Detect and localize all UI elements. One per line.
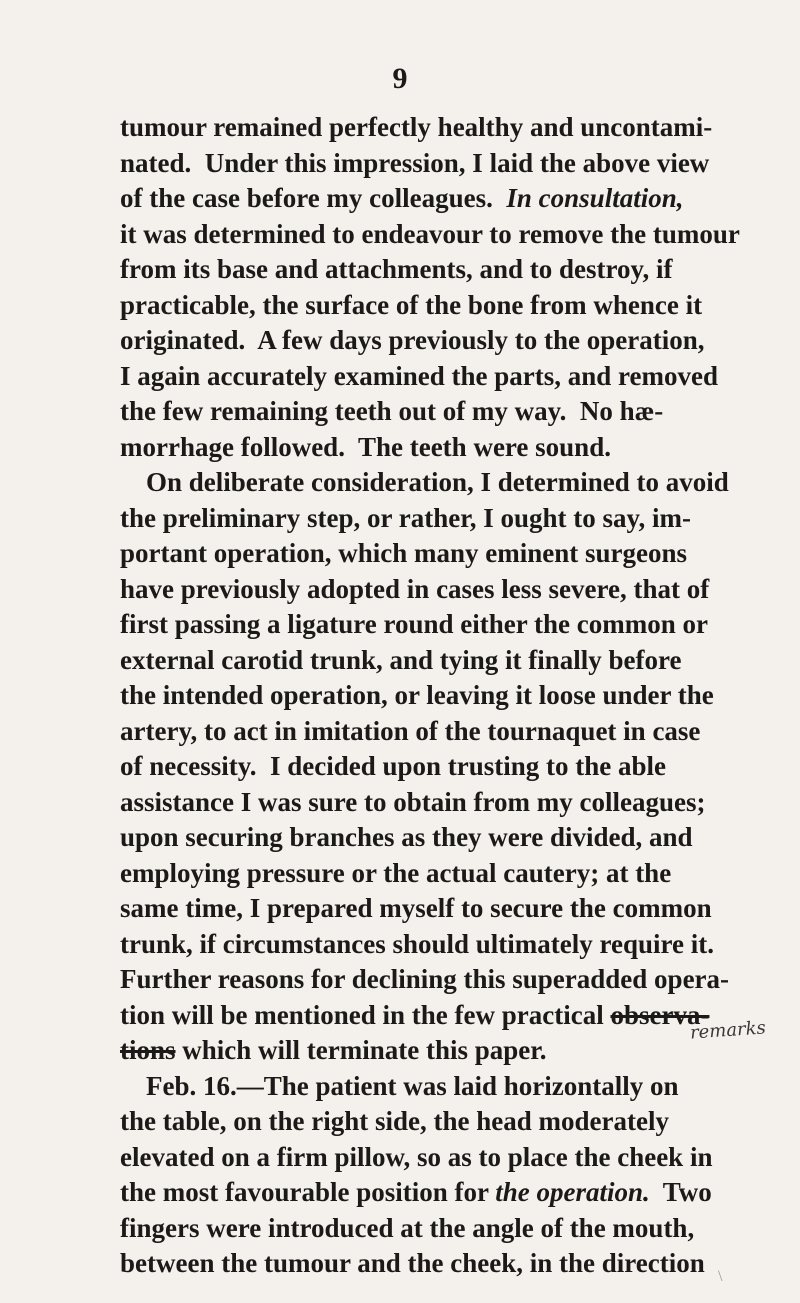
text-segment: Feb. 16.—The patient was laid horizontally on (146, 1070, 679, 1101)
text-line (120, 536, 710, 572)
text-segment: elevated on a firm pillow, so as to place the cheek in (120, 1141, 713, 1172)
text-segment: employing pressure or the actual cautery; at the (120, 857, 672, 888)
text-segment: trunk, if circumstances should ultimately require it. (120, 928, 714, 959)
text-line (120, 820, 710, 856)
text-segment: nated. Under this impression, I laid the above view (120, 147, 710, 178)
text-segment: same time, I prepared myself to secure the common (120, 893, 712, 923)
text-line (120, 217, 740, 253)
text-segment: the most favourable position for (120, 1177, 496, 1207)
struck-text: observa- (610, 999, 710, 1030)
text-line (120, 927, 714, 963)
text-segment: upon securing branches as they were divided, and (120, 822, 693, 852)
handwritten-margin-note: remarks (689, 1017, 767, 1044)
text-segment: I again accurately examined the parts, and removed (120, 360, 718, 391)
text-line (120, 856, 710, 892)
italic-text: In consultation, (506, 183, 684, 213)
text-segment: originated. A few days previously to the operation, (120, 325, 705, 355)
text-line (120, 714, 710, 750)
text-line (120, 394, 710, 430)
text-line (120, 1175, 710, 1211)
text-segment: have previously adopted in cases less severe, that of (120, 573, 710, 604)
text-line (120, 749, 710, 785)
text-segment: practicable, the surface of the bone from whence it (120, 289, 703, 320)
text-segment: Further reasons for declining this superadded opera- (120, 964, 730, 994)
text-line (120, 1246, 710, 1282)
text-line (120, 572, 710, 608)
text-line (120, 998, 710, 1034)
text-line (120, 1033, 710, 1069)
text-line (120, 1140, 713, 1176)
text-segment: which will terminate this paper. (175, 1035, 547, 1065)
text-line (120, 785, 713, 821)
text-segment: of necessity. I decided upon trusting to the able (120, 751, 667, 781)
page-number: 9 (392, 62, 408, 95)
text-segment: the few remaining teeth out of my way. No hæ- (120, 396, 664, 426)
text-line (120, 678, 714, 714)
text-segment: external carotid trunk, and tying it finally before (120, 644, 682, 675)
text-segment: Two (649, 1177, 712, 1207)
text-line (120, 501, 710, 537)
text-line (120, 465, 729, 501)
italic-text: the operation. (495, 1177, 650, 1207)
text-line (120, 962, 730, 998)
text-line (120, 643, 710, 679)
text-line (120, 607, 710, 643)
text-segment: On deliberate consideration, I determined to avoid (146, 467, 729, 497)
text-segment: the intended operation, or leaving it loose under the (120, 680, 714, 710)
text-segment: tion will be mentioned in the few practical (120, 999, 611, 1030)
text-line (120, 1104, 710, 1140)
text-segment: of the case before my colleagues. (120, 183, 507, 213)
text-line (120, 1069, 710, 1105)
text-segment: fingers were introduced at the angle of the mouth, (120, 1212, 695, 1243)
struck-text: tions (120, 1035, 176, 1065)
text-segment: it was determined to endeavour to remove the tumour (120, 218, 740, 249)
text-segment: from its base and attachments, and to destroy, if (120, 254, 673, 284)
text-line (120, 146, 710, 182)
text-line (120, 181, 710, 217)
text-line (120, 323, 710, 359)
text-line (120, 1211, 710, 1247)
text-segment: the preliminary step, or rather, I ought to say, im- (120, 502, 691, 533)
text-line (120, 891, 710, 927)
text-line (120, 430, 710, 466)
text-line (120, 110, 713, 146)
text-line (120, 252, 710, 288)
text-line (120, 359, 718, 395)
text-segment: artery, to act in imitation of the tournaquet in case (120, 715, 701, 746)
text-segment: assistance I was sure to obtain from my colleagues; (120, 786, 713, 817)
text-line (120, 288, 710, 324)
text-segment: between the tumour and the cheek, in the direction (120, 1248, 705, 1278)
text-segment: tumour remained perfectly healthy and uncontami- (120, 112, 713, 142)
pencil-mark: \ (718, 1268, 723, 1285)
text-segment: morrhage followed. The teeth were sound. (120, 431, 611, 462)
text-segment: first passing a ligature round either the common or (120, 609, 708, 639)
text-segment: the table, on the right side, the head moderately (120, 1106, 669, 1136)
text-segment: portant operation, which many eminent surgeons (120, 538, 688, 568)
